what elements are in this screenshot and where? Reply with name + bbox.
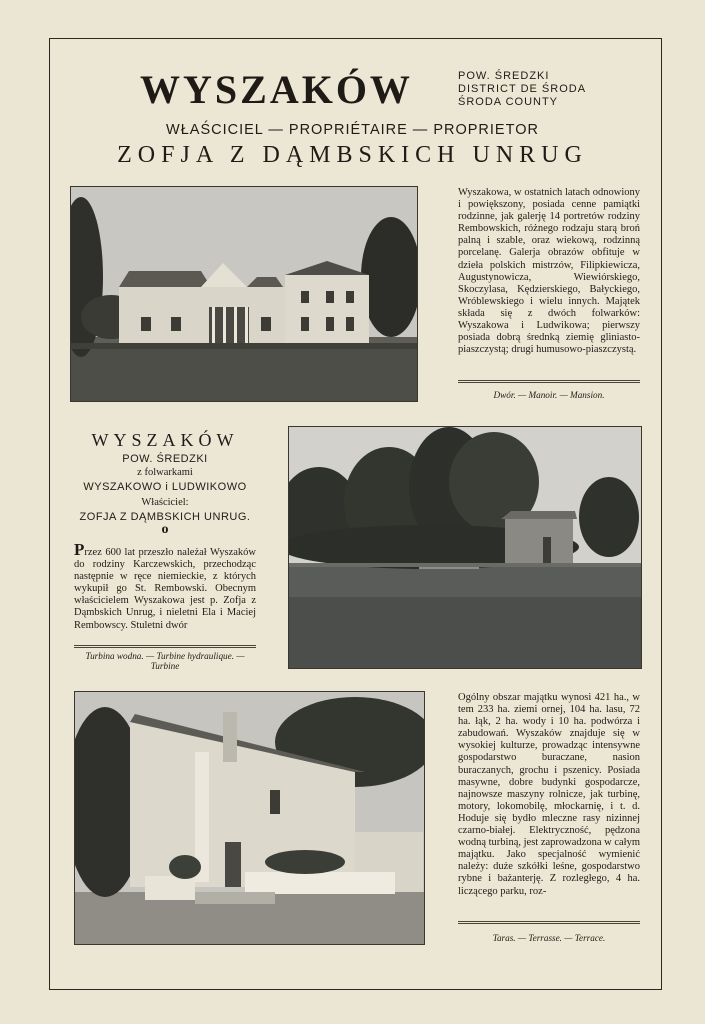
caption-mansion: Dwór. — Manoir. — Mansion.: [493, 390, 605, 400]
divider: [74, 645, 256, 648]
county-label: [458, 70, 586, 109]
divider: [458, 380, 640, 383]
sidebar-farms: WYSZAKOWO i LUDWIKOWO: [83, 481, 247, 493]
text-ownership-body: rzez 600 lat przeszło należał Wyszaków do rodziny Karczewskich, przechodząc następnie w ręce niemieckie, z których wykupił go St. Rembowski. Obecnym właścicielem Wyszakowa jest p. Zofja z Dąmbskich Unrug, i nieletni Ela i Maciej Rembowscy. Stuletni dwór: [74, 547, 256, 631]
drop-cap: P: [74, 540, 85, 559]
mansion-photo: [70, 186, 418, 402]
sidebar-county: POW. ŚREDZKI: [122, 453, 208, 465]
sidebar-owner-name: ZOFJA Z DĄMBSKICH UNRUG.: [79, 511, 251, 523]
caption-turbine: Turbina wodna. — Turbine hydraulique. — Turbine: [85, 651, 245, 671]
text-history-collections: Wyszakowa, w ostatnich latach odnowiony i powiększony, posiada cenne pamiątki rodzinne, jak galerję 14 portretów rodziny Rembowskich, różnego rodzaju starą broń palną i szable, oraz wiekową, rodzinną porcelanę. Galerja obrazów obfituje w dzieła polskich mistrzów, Filipkiewicza, Augustynowicza, Wiewiórskiego, Skoczylasa, Kędzierskiego, Bałyckiego, Wróblewskiego i wielu innych. Majątek składa się z dwóch folwarków: Wyszakowa i Ludwikowa; pierwszy posiada dobrą średnką ziemię gliniasto-piaszczystą; drugi humusowo-piaszczystą.: [458, 187, 640, 356]
sidebar-with-farms: z folwarkami: [137, 467, 193, 478]
county-pl: POW. ŚREDZKI: [458, 70, 550, 82]
county-fr: DISTRICT DE ŚRODA: [458, 83, 587, 95]
divider: [458, 921, 640, 924]
owner-name: ZOFJA Z DĄMBSKICH UNRUG: [117, 142, 588, 168]
turbine-photo: [288, 426, 642, 669]
page-title: WYSZAKÓW: [140, 67, 413, 112]
owner-label: WŁAŚCICIEL — PROPRIÉTAIRE — PROPRIETOR: [166, 122, 539, 138]
caption-terrace: Taras. — Terrasse. — Terrace.: [492, 933, 606, 943]
sidebar-heading: WYSZAKÓW: [91, 430, 239, 450]
terrace-photo: [74, 691, 425, 945]
county-en: ŚRODA COUNTY: [458, 96, 559, 108]
sidebar-owner-label: Właściciel:: [141, 497, 189, 508]
ornament: o: [161, 522, 169, 537]
text-ownership-history: [74, 540, 256, 632]
text-estate-details: Ogólny obszar majątku wynosi 421 ha., w tem 233 ha. ziemi ornej, 104 ha. lasu, 72 ha. łąk, 2 ha. wody i 10 ha. podwórza i zabudowań. Wyszaków znajduje się w wysokiej kulturze, prowadząc intensywne gospodarstwo buraczane, nasion buraczanych, grochu i pszenicy. Posiada masywne, dobre budynki gospodarcze, najnowsze maszyny rolnicze, jak turbinę, motory, lokomobilę, młockarnię, i t. d. Hoduje się bydło mleczne rasy nizinnej czarno-białej. Elektryczność, pędzona wodną turbiną, jest zaprowadzona w całym majątku. Jako specjalność wymienić należy: duże szkółki leśne, gospodarstwo rybne i bażanterję. Z rozległego, 4 ha. liczącego parku, roz-: [458, 692, 640, 897]
